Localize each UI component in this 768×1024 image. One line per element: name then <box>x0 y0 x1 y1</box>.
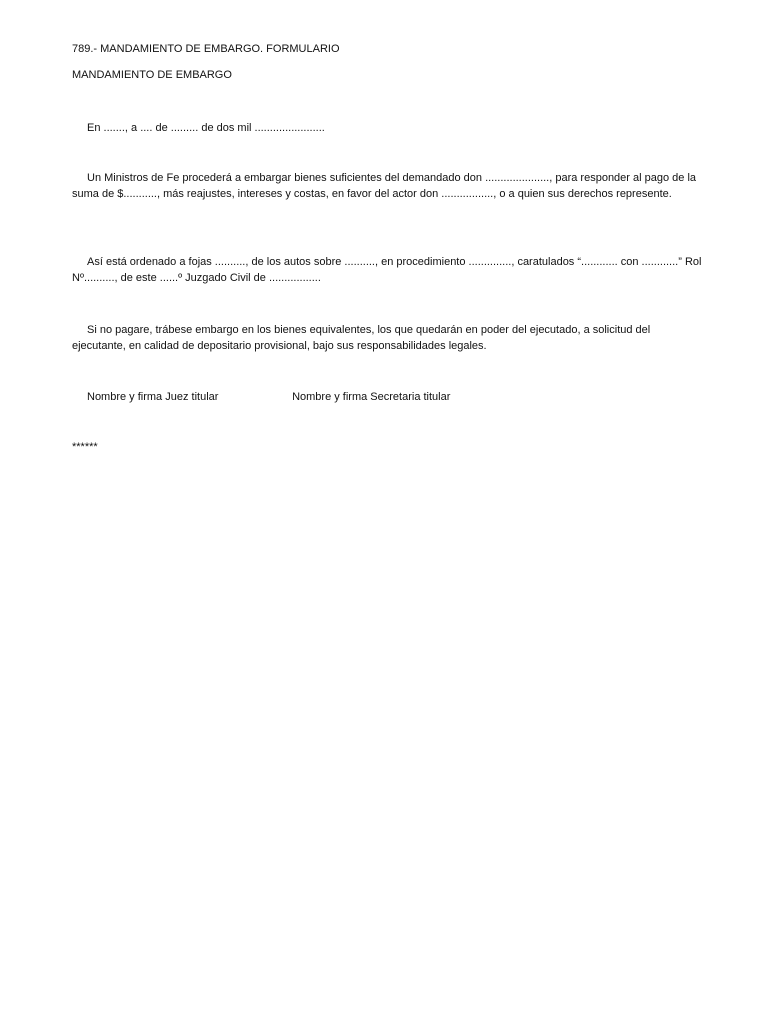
paragraph-case-reference-text: Así está ordenado a fojas .........., de los autos sobre .........., en procedimiento .............., caratulados “............ con ............” Rol Nº.........., de este ......º Juzgado Civil de ................. <box>72 256 702 284</box>
document-heading: 789.- MANDAMIENTO DE EMBARGO. FORMULARIO <box>72 43 340 55</box>
end-marker: ****** <box>72 441 98 453</box>
paragraph-embargo-order <box>72 170 702 202</box>
signature-judge: Nombre y firma Juez titular <box>87 391 219 403</box>
date-line: En ......., a .... de ......... de dos mil ....................... <box>87 122 325 134</box>
paragraph-payment-condition <box>72 322 702 354</box>
signature-row <box>87 389 450 405</box>
paragraph-embargo-order-text: Un Ministros de Fe procederá a embargar bienes suficientes del demandado don ....................., para responder al pago de la suma de $..........., más reajustes, intereses y costas, en favor del actor don ................., o a quien sus derechos represente. <box>72 172 697 200</box>
signature-secretary: Nombre y firma Secretaria titular <box>292 391 451 403</box>
document-subheading: MANDAMIENTO DE EMBARGO <box>72 69 232 81</box>
paragraph-case-reference <box>72 254 702 286</box>
paragraph-payment-condition-text: Si no pagare, trábese embargo en los bienes equivalentes, los que quedarán en poder del ejecutado, a solicitud del ejecutante, en calidad de depositario provisional, bajo sus responsabilidades legales. <box>72 324 651 352</box>
